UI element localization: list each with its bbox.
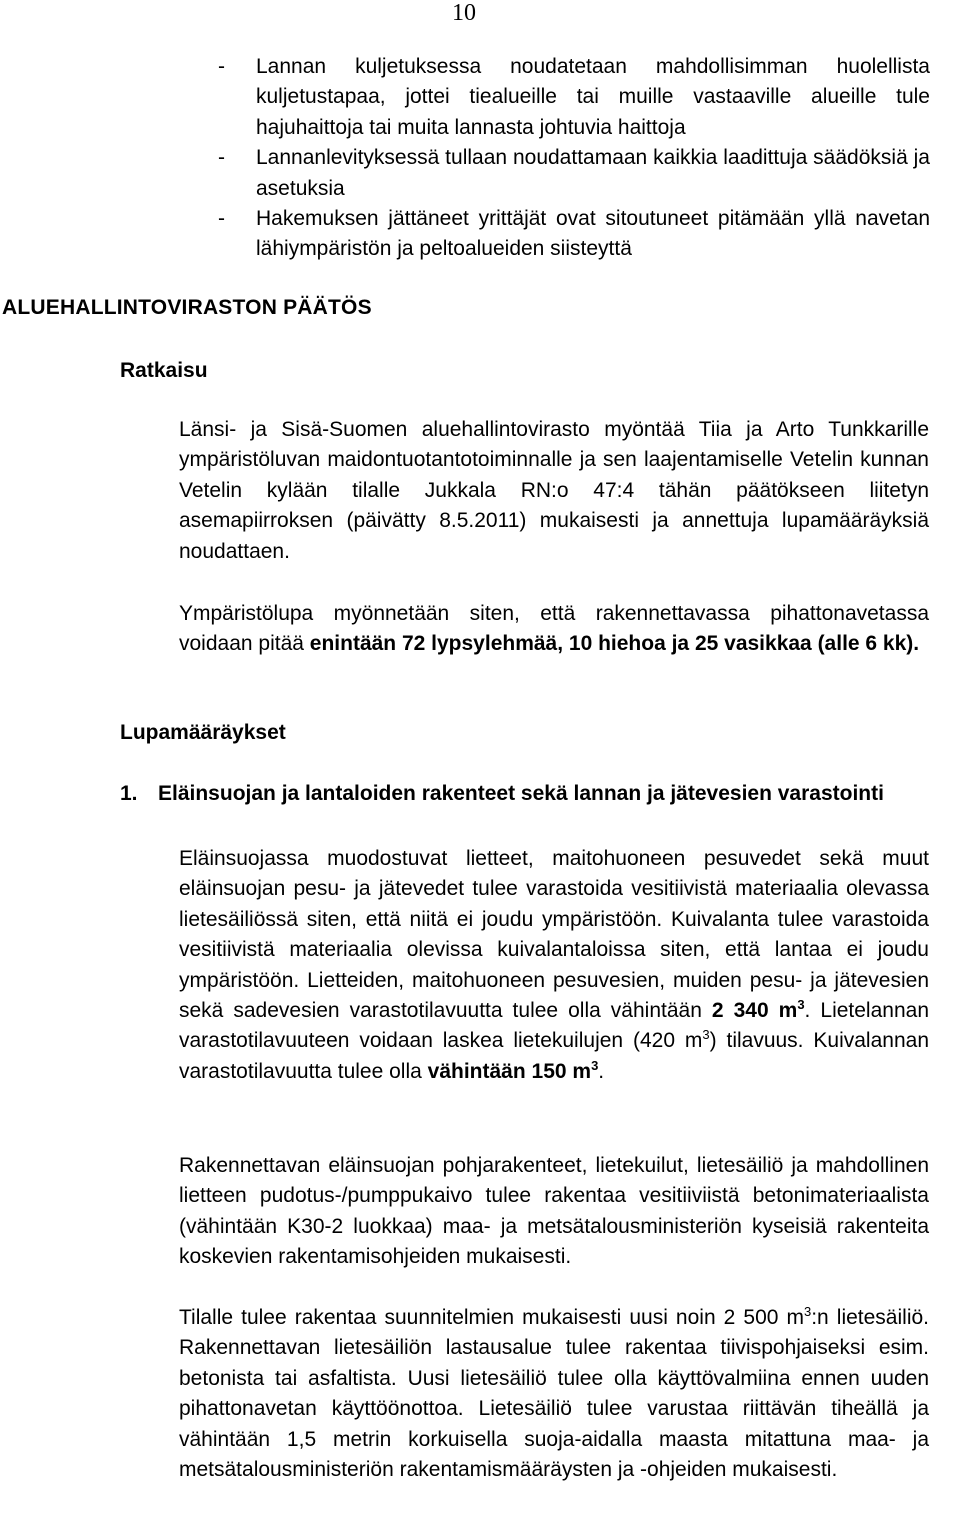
ratkaisu-paragraph-2-text: Ympäristölupa myönnetään siten, että rakennettavassa pihattonavetassa voidaan pitää (179, 602, 929, 656)
paragraph-text: ) tilavuus. Kuivalannan varastotilavuutta tulee olla (179, 1029, 929, 1083)
decision-heading: ALUEHALLINTOVIRASTON PÄÄTÖS (2, 296, 372, 319)
superscript: 3 (803, 1304, 812, 1319)
dry-manure-volume-value: vähintään 150 m (427, 1059, 592, 1083)
section-1-paragraph-1 (179, 844, 929, 1087)
ratkaisu-paragraph-2 (179, 599, 929, 660)
bullet-dash: - (218, 146, 225, 170)
list-item (218, 204, 930, 265)
superscript: 3 (797, 997, 805, 1013)
storage-volume-value: 2 340 m (711, 999, 798, 1023)
dry-manure-volume (427, 1057, 599, 1083)
paragraph-text: :n lietesäiliö. Rakennettavan lietesäiliön lastausalue tulee rakentaa tiivispohjaiseksi esim. betonista tai asfaltista. Uusi lietesäiliö tulee olla käyttövalmiina ennen uuden pihattonavetan käyttöönottoa. Lietesäiliö tulee varustaa riittävän tiheällä ja vähintään 1,5 metrin korkuisella suoja-aidalla maasta mitattuna maa- ja metsätalousministeriön rakentamismääräysten ja -ohjeiden mukaisesti. (179, 1306, 929, 1482)
superscript: 3 (702, 1027, 710, 1043)
list-item-text: Lannanlevityksessä tullaan noudattamaan kaikkia laadittuja säädöksiä ja asetuksia (256, 146, 930, 200)
section-number: 1. (120, 782, 138, 805)
paragraph-text: Tilalle tulee rakentaa suunnitelmien mukaisesti uusi noin 2 500 m (179, 1306, 804, 1329)
lupamaaraykset-heading: Lupamääräykset (120, 721, 286, 744)
superscript: 3 (591, 1057, 599, 1073)
bullet-dash: - (218, 55, 225, 78)
bullet-list (218, 52, 930, 265)
paragraph-text: . (598, 1059, 605, 1083)
paragraph-text: . Lietelannan varastotilavuuteen voidaan laskea lietekuilujen (420 m (179, 999, 929, 1053)
list-item (218, 143, 930, 204)
ratkaisu-heading: Ratkaisu (120, 359, 208, 382)
ratkaisu-paragraph-1: Länsi- ja Sisä-Suomen aluehallintovirasto myöntää Tiia ja Arto Tunkkarille ympäristöluvan maidontuotantotoiminnalle ja sen laajentamiselle Vetelin kunnan Vetelin kylään tilalle Jukkala RN:o 47:4 tähän päätökseen liitetyn asemapiirroksen (päivätty 8.5.2011) mukaisesti ja annettuja lupamääräyksiä noudattaen. (179, 418, 929, 563)
bullet-dash: - (218, 207, 225, 231)
list-item-text: Hakemuksen jättäneet yrittäjät ovat sitoutuneet pitämään yllä navetan lähiympäristön ja peltoalueiden siisteyttä (256, 207, 930, 261)
section-1-paragraph-3 (179, 1303, 929, 1485)
page-number: 10 (452, 0, 476, 26)
section-1-paragraph-2: Rakennettavan eläinsuojan pohjarakenteet, lietekuilut, lietesäiliö ja mahdollinen lietteen pudotus-/pumppukaivo tulee rakentaa vesitiiviistä betonimateriaalista (vähintään K30-2 luokkaa) maa- ja metsätalousministeriön kyseisiä rakenteita koskevien rakentamisohjeiden mukaisesti. (179, 1154, 929, 1269)
list-item (218, 52, 930, 143)
list-item-text: Lannan kuljetuksessa noudatetaan mahdollisimman huolellista kuljetustapaa, jottei tiealueille tai muille vastaaville alueille tule hajuhaittoja tai muita lannasta johtuvia haittoja (256, 55, 930, 139)
section-1-heading (120, 782, 884, 806)
paragraph-text: Eläinsuojassa muodostuvat lietteet, maitohuoneen pesuvedet sekä muut eläinsuojan pesu- ja jätevedet tulee varastoida vesitiivistä materiaalia olevassa lietesäiliössä siten, että niitä ei joudu ympäristöön. Kuivalanta tulee varastoida vesitiivistä materiaalia olevissa kuivalantaloissa siten, että lantaa ei joudu ympäristöön. Lietteiden, maitohuoneen pesuvesien, muiden pesu- ja jätevesien sekä sadevesien varastotilavuutta tulee olla vähintään (179, 847, 929, 1023)
permitted-animals: enintään 72 lypsylehmää, 10 hiehoa ja 25 vasikkaa (alle 6 kk). (309, 632, 920, 656)
section-title: Eläinsuojan ja lantaloiden rakenteet sekä lannan ja jätevesien varastointi (158, 782, 884, 805)
storage-volume (712, 999, 805, 1022)
